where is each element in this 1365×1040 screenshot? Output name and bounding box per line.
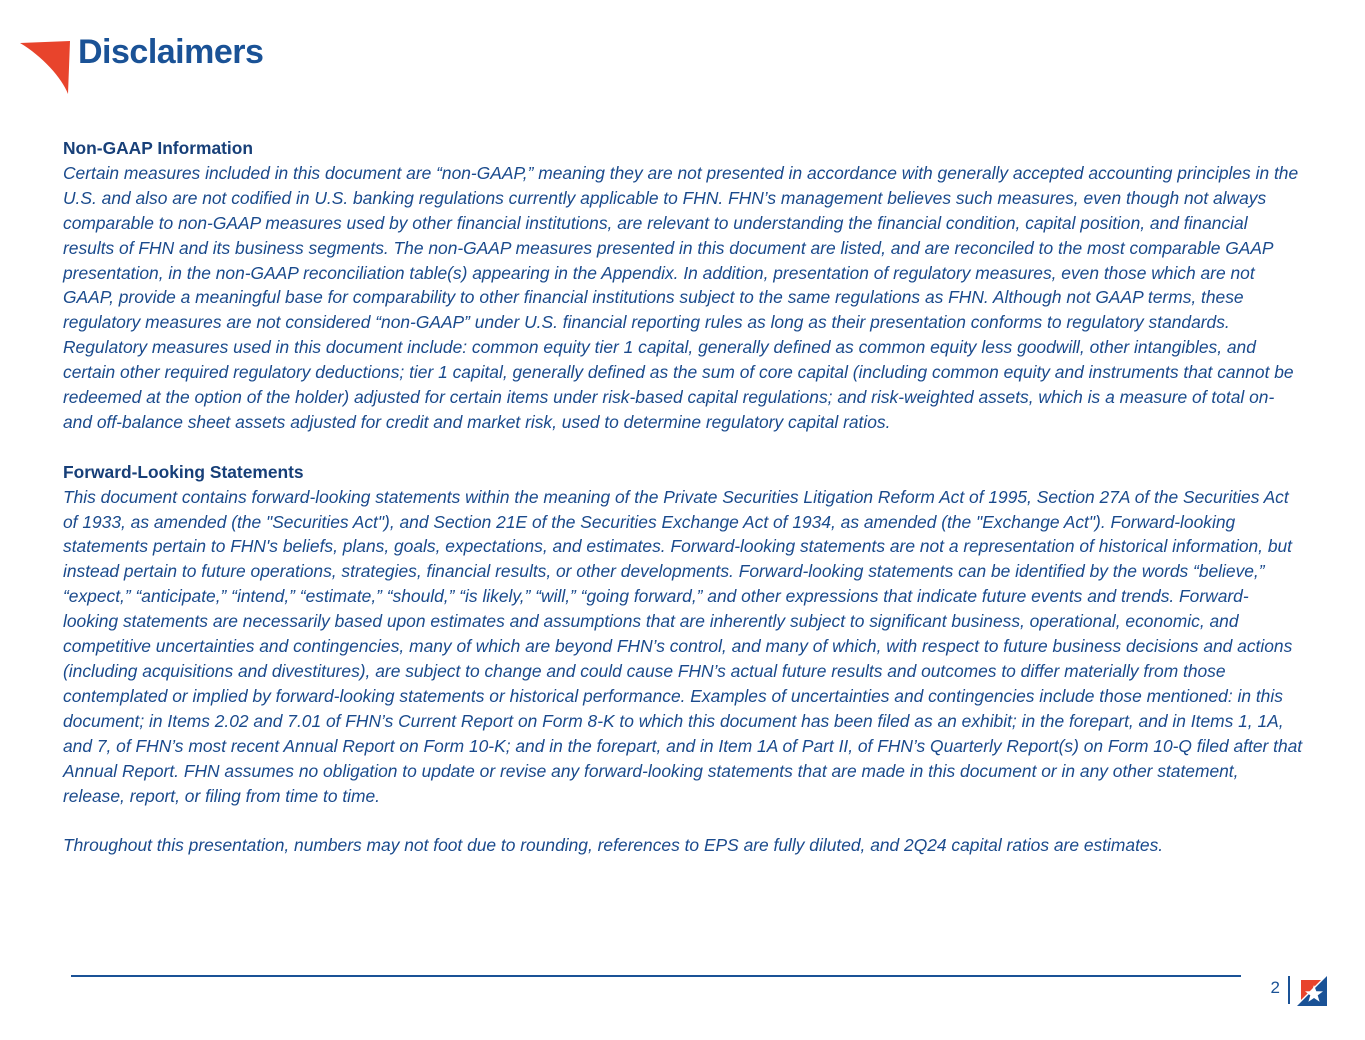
section-body-non-gaap: Certain measures included in this document are “non-GAAP,” meaning they are not presented in accordance with generally accepted accounting principles in the U.S. and also are not codified in U.S. banking regulations currently applicable to FHN. FHN’s management believes such measures, even though not always comparable to non-GAAP measures used by other financial institutions, are relevant to understanding the financial condition, capital position, and financial results of FHN and its business segments. The non-GAAP measures presented in this document are listed, and are reconciled to the most comparable GAAP presentation, in the non-GAAP reconciliation table(s) appearing in the Appendix. In addition, presentation of regulatory measures, even those which are not GAAP, provide a meaningful base for comparability to other financial institutions subject to the same regulations as FHN. Although not GAAP terms, these regulatory measures are not considered “non-GAAP” under U.S. financial reporting rules as long as their presentation conforms to regulatory standards. Regulatory measures used in this document include: common equity tier 1 capital, generally defined as common equity less goodwill, other intangibles, and certain other required regulatory deductions; tier 1 capital, generally defined as the sum of core capital (including common equity and instruments that cannot be redeemed at the option of the holder) adjusted for certain items under risk-based capital regulations; and risk-weighted assets, which is a measure of total on- and off-balance sheet assets adjusted for credit and market risk, used to determine regulatory capital ratios. — [63, 162, 1299, 432]
page-number-separator — [1288, 976, 1290, 1004]
section-body-forward-looking: This document contains forward-looking statements within the meaning of the Private Securities Litigation Reform Act of 1995, Section 27A of the Securities Act of 1933, as amended (the "Securities Act"), and Section 21E of the Securities Exchange Act of 1934, as amended (the "Exchange Act"). Forward-looking statements pertain to FHN's beliefs, plans, goals, expectations, and estimates. Forward-looking statements are not a representation of historical information, but instead pertain to future operations, strategies, financial results, or other developments. Forward-looking statements can be identified by the words “believe,” “expect,” “anticipate,” “intend,” “estimate,” “should,” “is likely,” “will,” “going forward,” and other expressions that indicate future events and trends. Forward-looking statements are necessarily based upon estimates and assumptions that are inherently subject to significant business, operational, economic, and competitive uncertainties and contingencies, many of which are beyond FHN’s control, and many of which, with respect to future business decisions and actions (including acquisitions and divestitures), are subject to change and could cause FHN’s actual future results and outcomes to differ materially from those contemplated or implied by forward-looking statements or historical performance. Examples of uncertainties and contingencies include those mentioned: in this document; in Items 2.02 and 7.01 of FHN’s Current Report on Form 8-K to which this document has been filed as an exhibit; in the forepart, and in Items 1, 1A, and 7, of FHN’s most recent Annual Report on Form 10-K; and in the forepart, and in Item 1A of Part II, of FHN’s Quarterly Report(s) on Form 10-Q filed after that Annual Report. FHN assumes no obligation to update or revise any forward-looking statements that are made in this document or in any other statement, release, report, or filing from time to time. — [63, 486, 1303, 806]
section-spacer — [63, 435, 1303, 460]
section-heading-forward-looking: Forward-Looking Statements — [63, 461, 304, 482]
page-number: 2 — [1270, 978, 1280, 997]
disclaimer-content — [63, 136, 1303, 858]
title-swoosh-icon — [20, 40, 72, 96]
section-heading-non-gaap: Non-GAAP Information — [63, 138, 253, 158]
section-spacer — [63, 808, 1303, 833]
fhn-star-logo-icon — [1297, 976, 1327, 1006]
closing-note: Throughout this presentation, numbers may not foot due to rounding, references to EPS are fully diluted, and 2Q24 capital ratios are estimates. — [63, 835, 1164, 856]
footer-divider — [71, 975, 1241, 977]
page-title: Disclaimers — [78, 33, 264, 71]
